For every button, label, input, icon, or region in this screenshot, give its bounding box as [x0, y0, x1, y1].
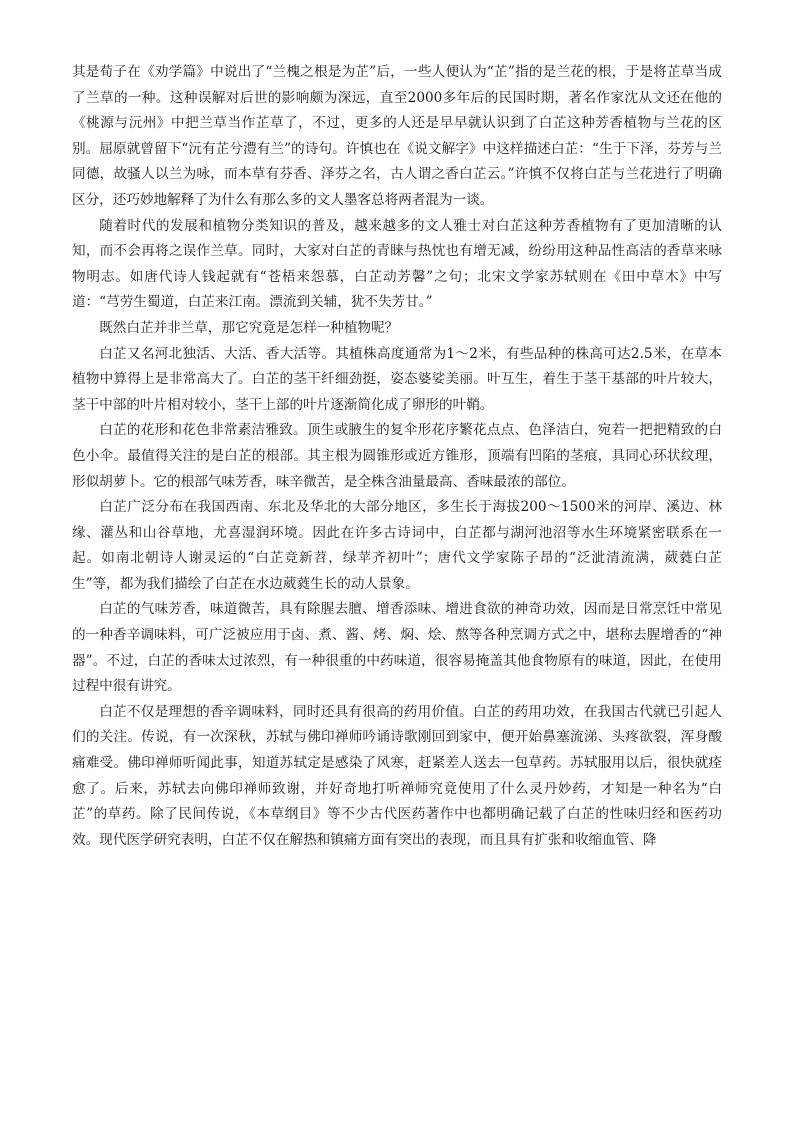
- paragraph: 既然白芷并非兰草，那它究竟是怎样一种植物呢？: [99, 319, 399, 336]
- paragraph: 白芷的气味芳香，味道微苦，具有除腥去膻、增香添味、增进食欲的神奇功效，因而是日常烹饪中常见的一种香辛调味料，可广泛被应用于卤、煮、酱、烤、焖、烩、熬等各种烹调方式之中，堪称去腥增香的“神器”。不过，白芷的香味太过浓烈，有一种很重的中药味道，很容易掩盖其他食物原有的味道，因此，在使用过程中很有讲究。: [72, 601, 722, 695]
- paragraph: 白芷不仅是理想的香辛调味料，同时还具有很高的药用价值。白芷的药用功效，在我国古代就已引起人们的关注。传说，有一次深秋，苏轼与佛印禅师吟诵诗歌刚回到家中，便开始鼻塞流涕、头疼欲裂，浑身酸痛难受。佛印禅师听闻此事，知道苏轼定是感染了风寒，赶紧差人送去一包草药。苏轼服用以后，很快就痊愈了。后来，苏轼去向佛印禅师致谢，并好奇地打听禅师究竟使用了什么灵丹妙药，才知是一种名为“白芷”的草药。除了民间传说，《本草纲目》等不少古代医药著作中也都明确记载了白芷的性味归经和医药功效。现代医学研究表明，白芷不仅在解热和镇痛方面有突出的表现，而且具有扩张和收缩血管、降: [72, 703, 722, 848]
- paragraph: 白芷又名河北独活、大活、香大活等。其植株高度通常为1～2米，有些品种的株高可达2.5米，在草本植物中算得上是非常高大了。白芷的茎干纤细劲挺，姿态婆娑美丽。叶互生，着生于茎干基部的叶片较大，茎干中部的叶片相对较小，茎干上部的叶片逐渐简化成了卵形的叶鞘。: [72, 345, 722, 413]
- paragraph-continued: 其是荀子在《劝学篇》中说出了“兰槐之根是为芷”后，一些人便认为“芷”指的是兰花的根，于是将芷草当成了兰草的一种。这种误解对后世的影响颇为深远，直至2000多年后的民国时期，著名作家沈从文还在他的《桃源与沅州》中把兰草当作芷草了，不过，更多的人还是早早就认识到了白芷这种芳香植物与兰花的区别。屈原就曾留下“沅有芷兮澧有兰”的诗句。许慎也在《说文解字》中这样描述白芷：“生于下泽，芬芳与兰同德，故骚人以兰为咏，而本草有芬香、泽芬之名，古人谓之香白芷云。”许慎不仅将白芷与兰花进行了明确区分，还巧妙地解释了为什么有那么多的文人墨客总将两者混为一谈。: [72, 64, 722, 208]
- paragraph: 白芷广泛分布在我国西南、东北及华北的大部分地区，多生长于海拔200～1500米的河岸、溪边、林缘、灌丛和山谷草地，尤喜湿润环境。因此在许多古诗词中，白芷都与湖河池沼等水生环境紧密联系在一起。如南北朝诗人谢灵运的“白芷竞新苕，绿苹齐初叶”；唐代文学家陈子昂的“泛泚清流满，葳蕤白芷生”等，都为我们描绘了白芷在水边葳蕤生长的动人景象。: [72, 499, 722, 592]
- paragraph: 随着时代的发展和植物分类知识的普及，越来越多的文人雅士对白芷这种芳香植物有了更加清晰的认知，而不会再将之误作兰草。同时，大家对白芷的青睐与热忱也有增无减，纷纷用这种品性高洁的香草来咏物明志。如唐代诗人钱起就有“苍梧来怨慕，白芷动芳馨”之句；北宋文学家苏轼则在《田中草木》中写道：“芎劳生蜀道，白芷来江南。漂流到关辅，犹不失芳甘。”: [72, 217, 722, 311]
- article-body: [72, 60, 722, 853]
- paragraph: 白芷的花形和花色非常素洁雅致。顶生或腋生的复伞形花序繁花点点、色泽洁白，宛若一把把精致的白色小伞。最值得关注的是白芷的根部。其主根为圆锥形或近方锥形，顶端有凹陷的茎痕，具同心环状纹理，形似胡萝卜。它的根部气味芳香，味辛微苦，是全株含油量最高、香味最浓的部位。: [72, 422, 722, 490]
